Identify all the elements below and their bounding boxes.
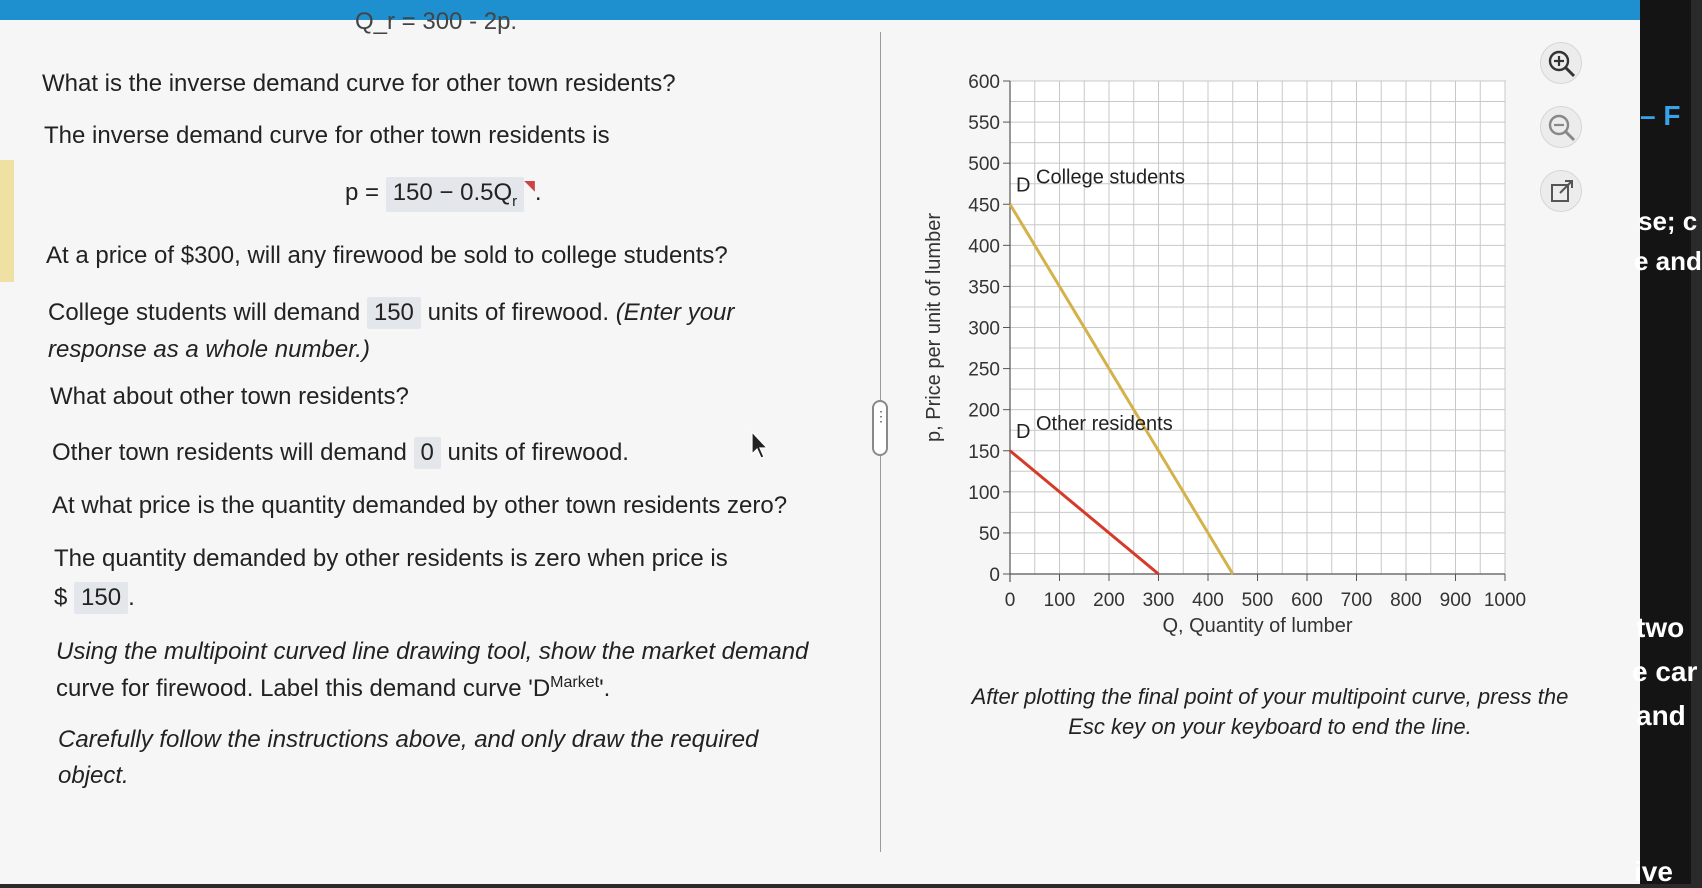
x-tick-label: 900	[1439, 590, 1472, 611]
edge-text-2: se; c	[1638, 206, 1698, 236]
instruction-line-1: Using the multipoint curved line drawing tool, show the market demand	[56, 638, 809, 665]
college-demand-answer-field[interactable]: 150	[367, 297, 421, 329]
question-college-price: At a price of $300, will any firewood be sold to college students?	[46, 242, 728, 269]
y-axis-label: p, Price per unit of lumber	[923, 213, 945, 442]
edge-text-1: – F	[1640, 100, 1681, 131]
x-tick-label: 700	[1340, 590, 1373, 611]
y-tick-label: 50	[978, 523, 1000, 545]
question-zero-price: At what price is the quantity demanded by other town residents zero?	[52, 492, 788, 519]
y-tick-label: 200	[968, 400, 1000, 422]
series-label-prefix-2: D	[1016, 421, 1031, 444]
y-tick-label: 300	[968, 318, 1000, 340]
instruction-sup: Market	[550, 674, 600, 691]
x-tick-label: 1000	[1483, 590, 1527, 611]
x-tick-label: 300	[1142, 590, 1175, 611]
y-tick-label: 400	[968, 236, 1000, 258]
chart-note-line-2: Esc key on your keyboard to end the line.	[1068, 714, 1472, 739]
equation-subscript: r	[512, 192, 518, 210]
y-tick-label: 600	[968, 72, 1000, 93]
y-tick-label: 550	[968, 113, 1000, 135]
zero-price-line: The quantity demanded by other residents is zero when price is	[54, 545, 728, 572]
instruction-line-2-pre: curve for firewood. Label this demand curve 'D	[56, 675, 551, 702]
popout-button[interactable]	[1540, 170, 1582, 212]
y-tick-label: 150	[968, 441, 1000, 463]
chart-note	[930, 682, 1610, 742]
y-tick-label: 450	[968, 195, 1000, 217]
question-other-residents: What about other town residents?	[50, 383, 409, 410]
x-tick-label: 800	[1390, 590, 1422, 611]
inverse-demand-equation: $p = 150 - 0.5Q_r^◥$.	[345, 177, 542, 210]
x-tick-label: 600	[1291, 590, 1323, 611]
zoom-out-icon	[1541, 107, 1583, 149]
chart-note-line-1: After plotting the final point of your multipoint curve, press the	[971, 684, 1569, 709]
zero-price-answer-line: $ 150 .	[54, 582, 135, 614]
currency-symbol: $	[54, 584, 68, 611]
edge-text-3: e and	[1634, 246, 1702, 276]
x-tick-label: 0	[1004, 590, 1016, 611]
external-link-icon	[1541, 171, 1583, 213]
zoom-out-button[interactable]	[1540, 106, 1582, 148]
other-demand-post: units of firewood.	[447, 439, 629, 466]
edge-text-7: ive	[1634, 856, 1673, 887]
college-demand-post: units of firewood.	[427, 299, 610, 326]
y-tick-label: 500	[968, 154, 1000, 176]
question-page	[0, 8, 1640, 884]
x-axis-label: Q, Quantity of lumber	[1162, 615, 1353, 637]
college-demand-hint-cont: response as a whole number.)	[48, 336, 370, 363]
edge-text-4: two	[1636, 612, 1685, 643]
x-tick-label: 400	[1192, 590, 1224, 611]
other-demand-answer-field[interactable]: 0	[414, 437, 441, 469]
answer-intro: The inverse demand curve for other town residents is	[44, 122, 610, 149]
y-tick-label: 350	[968, 277, 1000, 299]
zoom-in-button[interactable]	[1540, 42, 1582, 84]
answer-flag-icon: ◥	[524, 177, 535, 193]
cutoff-equation: Q_r = 300 - 2p.	[355, 8, 518, 35]
x-tick-label: 500	[1241, 590, 1274, 611]
demand-chart[interactable]	[0, 20, 1640, 884]
y-tick-label: 250	[968, 359, 1000, 381]
instruction-line-4: object.	[58, 762, 129, 789]
top-bar	[0, 0, 1691, 20]
equation-answer-value: 150 − 0.5Q	[392, 179, 513, 206]
edge-text-5: e car	[1632, 656, 1698, 687]
edge-text-6: and	[1636, 700, 1686, 731]
instruction-line-2-post: '.	[599, 675, 611, 702]
series-label-prefix-1: D	[1016, 174, 1031, 197]
instruction-line-3: Carefully follow the instructions above, and only draw the required	[58, 726, 759, 753]
zero-price-answer-field[interactable]: 150	[74, 582, 128, 614]
equation-left: p =	[345, 179, 380, 206]
y-tick-label: 100	[968, 482, 1000, 504]
college-demand-hint: (Enter your	[615, 299, 735, 326]
question-inverse-demand: What is the inverse demand curve for other town residents?	[42, 70, 676, 97]
divider-drag-handle[interactable]: ⋮	[872, 400, 888, 456]
college-demand-pre: College students will demand	[48, 299, 361, 326]
other-demand-pre: Other town residents will demand	[52, 439, 407, 466]
y-tick-label: 0	[989, 565, 1000, 586]
x-tick-label: 200	[1093, 590, 1125, 611]
series-label-2: Other residents	[1036, 413, 1173, 436]
adjacent-window	[1632, 0, 1702, 887]
series-label-1: College students	[1036, 166, 1185, 189]
zoom-in-icon	[1541, 43, 1583, 85]
x-tick-label: 100	[1043, 590, 1076, 611]
